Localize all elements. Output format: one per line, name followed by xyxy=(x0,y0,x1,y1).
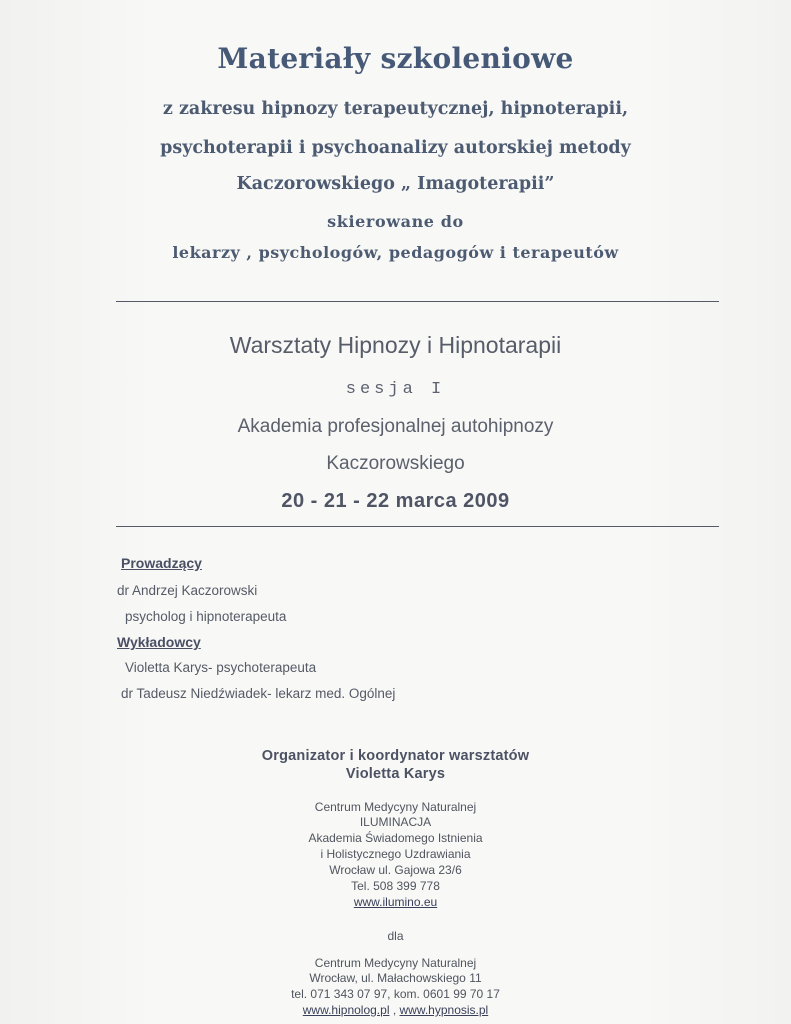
workshop-dates: 20 - 21 - 22 marca 2009 xyxy=(281,490,510,512)
session-label: sesja I xyxy=(345,380,446,399)
workshop-title: Warsztaty Hipnozy i Hipnotarapii xyxy=(229,332,562,358)
partner-websites-row xyxy=(0,1003,791,1017)
document-title: Materiały szkoleniowe xyxy=(217,42,574,75)
organizer-website-link[interactable]: www.ilumino.eu xyxy=(353,895,438,909)
organizer-address-line: i Holistycznego Uzdrawiania xyxy=(320,847,471,861)
divider-top xyxy=(116,301,719,302)
organizer-address-line: Wrocław ul. Gajowa 23/6 xyxy=(329,863,462,877)
academy-line-1: Akademia profesjonalnej autohipnozy xyxy=(237,416,554,437)
leaders-heading: Prowadzący xyxy=(121,555,202,571)
organizer-address-line: Centrum Medycyny Naturalnej xyxy=(314,800,477,814)
subtitle-line-5: lekarzy , psychologów, pedagogów i terapeutów xyxy=(172,243,619,262)
lecturer-item: Violetta Karys- psychoterapeuta xyxy=(125,660,317,675)
academy-line-2: Kaczorowskiego xyxy=(326,453,465,474)
partner-address-line: Wrocław, ul. Małachowskiego 11 xyxy=(309,971,482,985)
partner-website-link[interactable]: www.hipnolog.pl xyxy=(302,1003,390,1017)
lecturer-item: dr Tadeusz Niedźwiadek- lekarz med. Ogólnej xyxy=(121,686,396,701)
lecturers-heading: Wykładowcy xyxy=(117,634,201,650)
organizer-phone: Tel. 508 399 778 xyxy=(351,879,440,893)
organizer-website-row xyxy=(0,895,791,909)
divider-bottom xyxy=(116,526,719,527)
leader-role: psycholog i hipnoterapeuta xyxy=(125,609,287,624)
subtitle-line-3: Kaczorowskiego „ Imagoterapii” xyxy=(236,174,555,194)
subtitle-line-4: skierowane do xyxy=(327,212,464,231)
subtitle-line-2: psychoterapii i psychoanalizy autorskiej metody xyxy=(160,138,631,158)
partner-phone: tel. 071 343 07 97, kom. 0601 99 70 17 xyxy=(291,987,500,1001)
organizer-address-line: Akademia Świadomego Istnienia xyxy=(308,831,483,845)
for-label: dla xyxy=(387,929,404,943)
website-separator: , xyxy=(389,1003,400,1017)
organizer-address-line: ILUMINACJA xyxy=(359,815,432,829)
partner-website-link[interactable]: www.hypnosis.pl xyxy=(399,1003,489,1017)
leader-name: dr Andrzej Kaczorowski xyxy=(117,583,258,598)
organizer-heading: Organizator i koordynator warsztatów xyxy=(261,748,530,764)
subtitle-line-1: z zakresu hipnozy terapeutycznej, hipnoterapii, xyxy=(162,99,629,119)
organizer-name: Violetta Karys xyxy=(345,766,446,782)
partner-address-line: Centrum Medycyny Naturalnej xyxy=(314,956,477,970)
